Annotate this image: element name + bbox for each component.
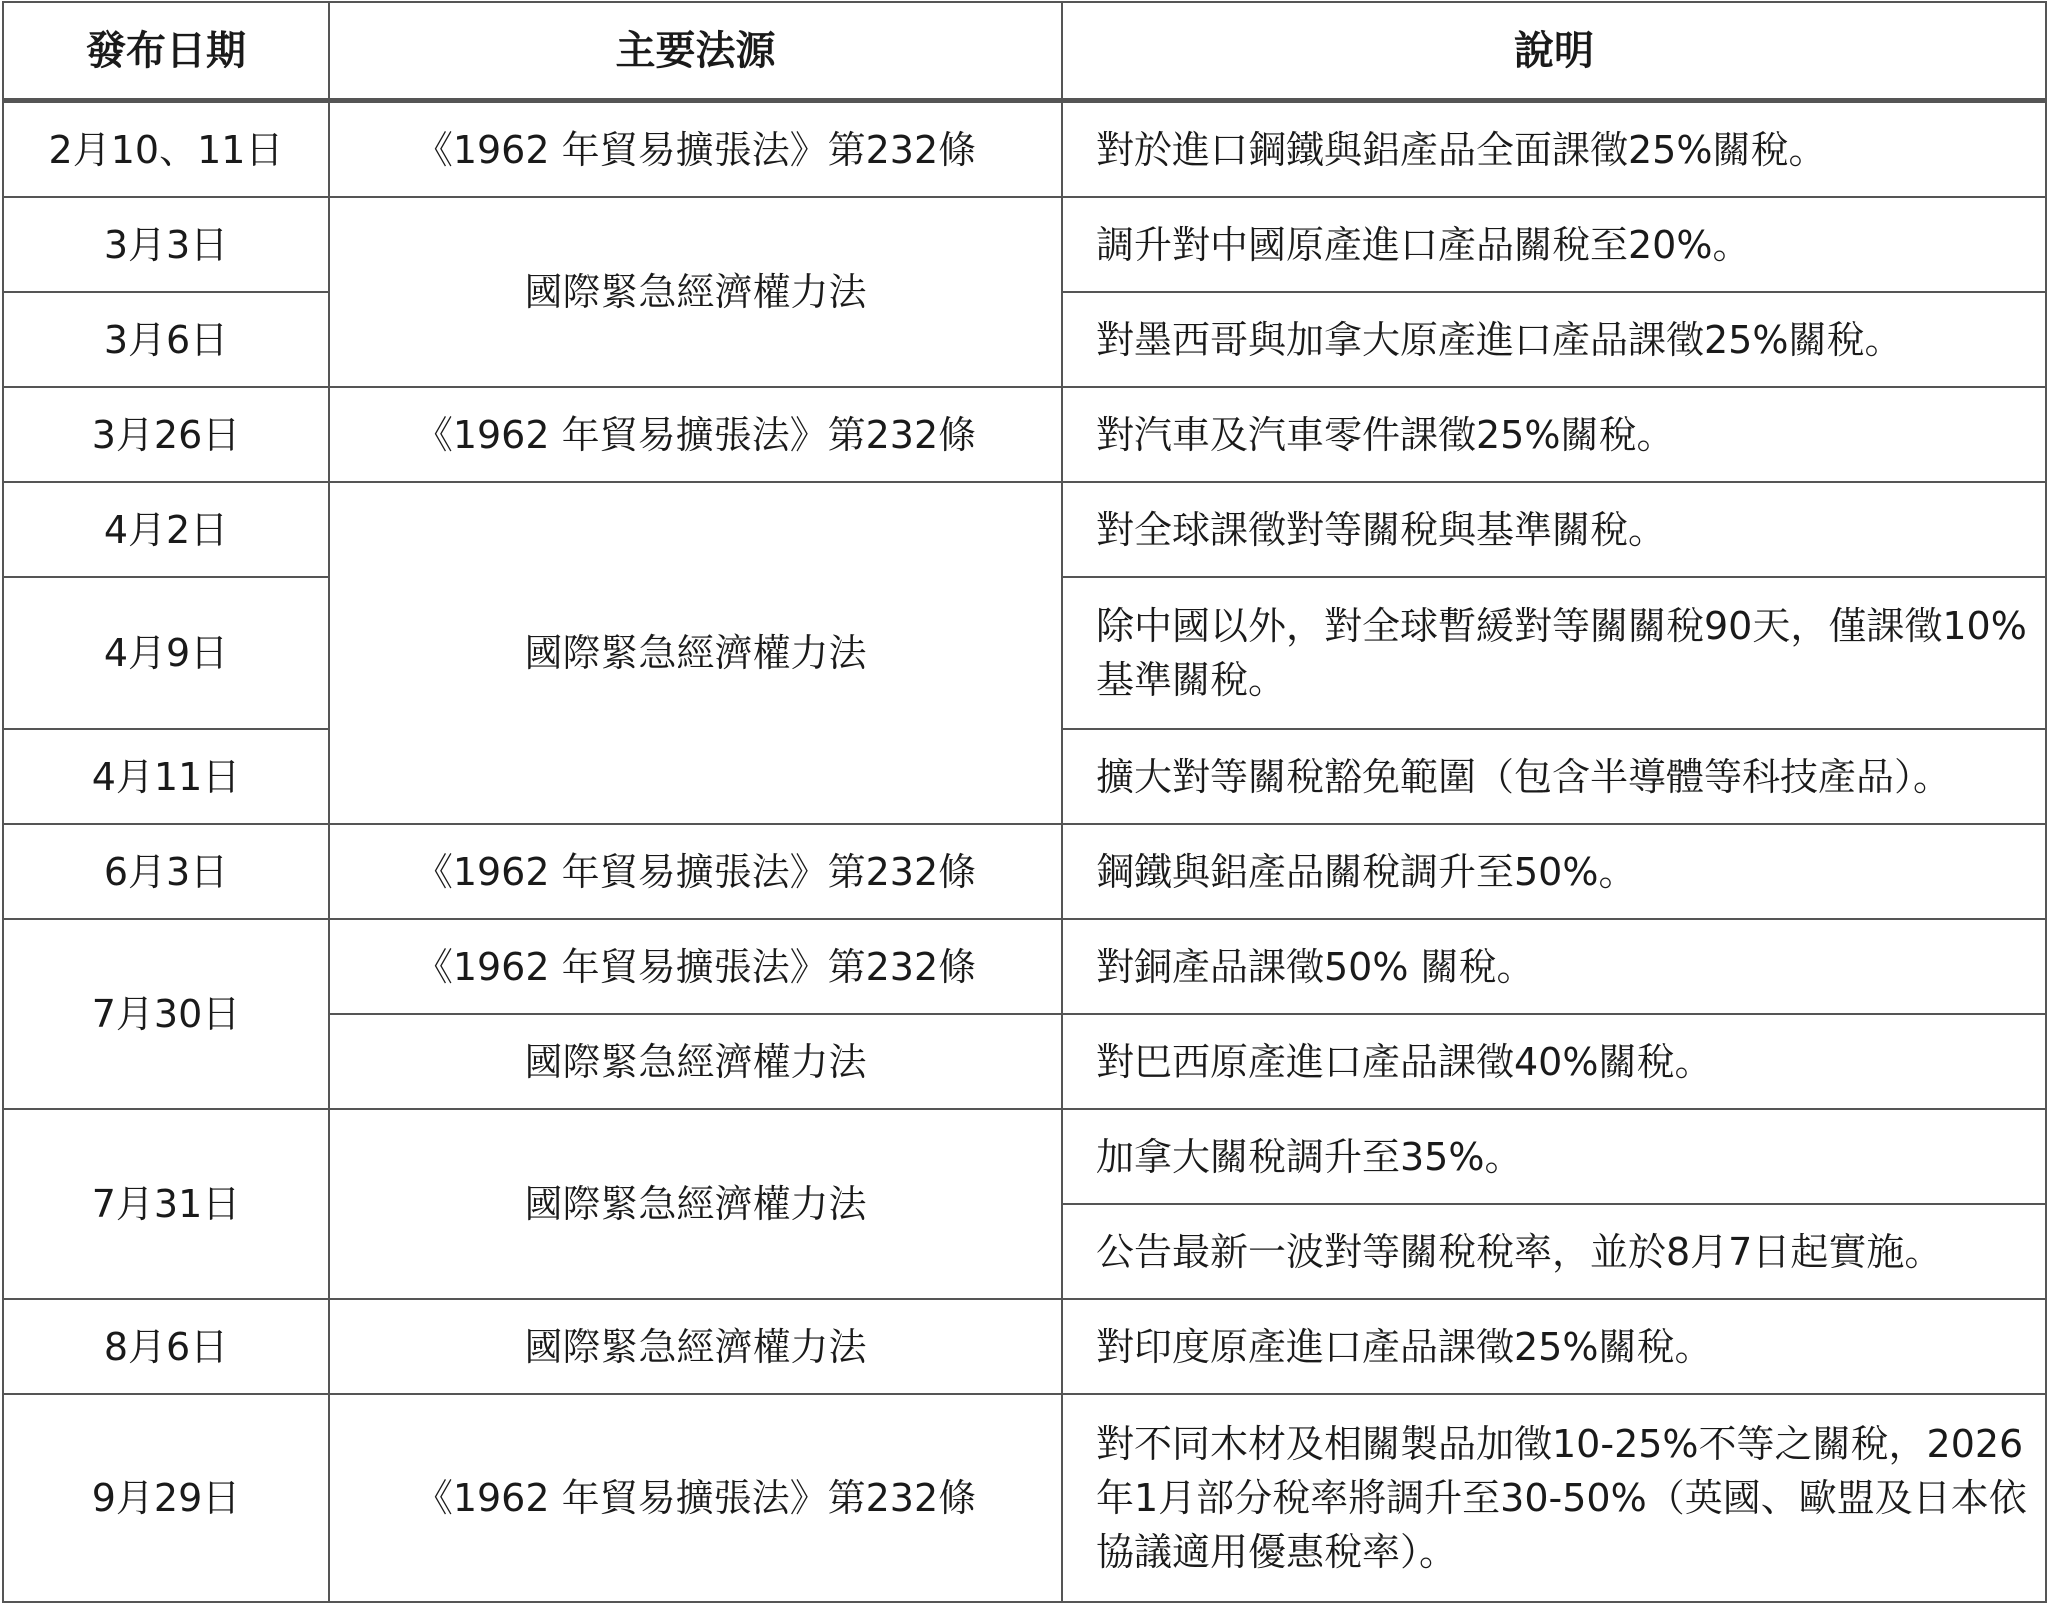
- law-cell: 國際緊急經濟權力法: [329, 1109, 1062, 1299]
- description-cell: 對於進口鋼鐵與鋁產品全面課徵25%關稅。: [1062, 101, 2046, 198]
- date-cell: 4月11日: [3, 729, 329, 824]
- table-row: [3, 919, 2046, 1014]
- description-cell: 對巴西原產進口產品課徵40%關稅。: [1062, 1014, 2046, 1109]
- description-cell: 公告最新一波對等關稅稅率，並於8月7日起實施。: [1062, 1204, 2046, 1299]
- description-cell: 擴大對等關稅豁免範圍（包含半導體等科技產品）。: [1062, 729, 2046, 824]
- table-row: [3, 1299, 2046, 1394]
- law-cell: 《1962 年貿易擴張法》第232條: [329, 824, 1062, 919]
- date-cell: 6月3日: [3, 824, 329, 919]
- date-cell: 4月9日: [3, 577, 329, 729]
- table-row: [3, 101, 2046, 198]
- table-row: [3, 482, 2046, 577]
- description-cell: 除中國以外，對全球暫緩對等關關稅90天，僅課徵10%基準關稅。: [1062, 577, 2046, 729]
- law-cell: 國際緊急經濟權力法: [329, 1299, 1062, 1394]
- date-cell: 4月2日: [3, 482, 329, 577]
- table-row: [3, 824, 2046, 919]
- table-row: [3, 387, 2046, 482]
- header-description: 說明: [1062, 2, 2046, 101]
- table-row: [3, 1109, 2046, 1204]
- description-cell: 對墨西哥與加拿大原產進口產品課徵25%關稅。: [1062, 292, 2046, 387]
- date-cell: 7月30日: [3, 919, 329, 1109]
- tariff-table: [2, 1, 2047, 1603]
- description-cell: 加拿大關稅調升至35%。: [1062, 1109, 2046, 1204]
- table-row: [3, 197, 2046, 292]
- description-cell: 對印度原產進口產品課徵25%關稅。: [1062, 1299, 2046, 1394]
- description-cell: 對汽車及汽車零件課徵25%關稅。: [1062, 387, 2046, 482]
- law-cell: 國際緊急經濟權力法: [329, 482, 1062, 824]
- date-cell: 3月3日: [3, 197, 329, 292]
- table-row: [3, 1394, 2046, 1602]
- law-cell: 國際緊急經濟權力法: [329, 1014, 1062, 1109]
- law-cell: 《1962 年貿易擴張法》第232條: [329, 919, 1062, 1014]
- header-row: [3, 2, 2046, 101]
- header-date: 發布日期: [3, 2, 329, 101]
- law-cell: 《1962 年貿易擴張法》第232條: [329, 1394, 1062, 1602]
- date-cell: 9月29日: [3, 1394, 329, 1602]
- law-cell: 《1962 年貿易擴張法》第232條: [329, 101, 1062, 198]
- description-cell: 對全球課徵對等關稅與基準關稅。: [1062, 482, 2046, 577]
- header-law: 主要法源: [329, 2, 1062, 101]
- description-cell: 鋼鐵與鋁產品關稅調升至50%。: [1062, 824, 2046, 919]
- date-cell: 8月6日: [3, 1299, 329, 1394]
- description-cell: 對不同木材及相關製品加徵10-25%不等之關稅，2026年1月部分稅率將調升至30-50%（英國、歐盟及日本依協議適用優惠稅率）。: [1062, 1394, 2046, 1602]
- date-cell: 2月10、11日: [3, 101, 329, 198]
- date-cell: 3月26日: [3, 387, 329, 482]
- law-cell: 《1962 年貿易擴張法》第232條: [329, 387, 1062, 482]
- date-cell: 7月31日: [3, 1109, 329, 1299]
- law-cell: 國際緊急經濟權力法: [329, 197, 1062, 387]
- date-cell: 3月6日: [3, 292, 329, 387]
- description-cell: 調升對中國原產進口產品關稅至20%。: [1062, 197, 2046, 292]
- description-cell: 對銅產品課徵50% 關稅。: [1062, 919, 2046, 1014]
